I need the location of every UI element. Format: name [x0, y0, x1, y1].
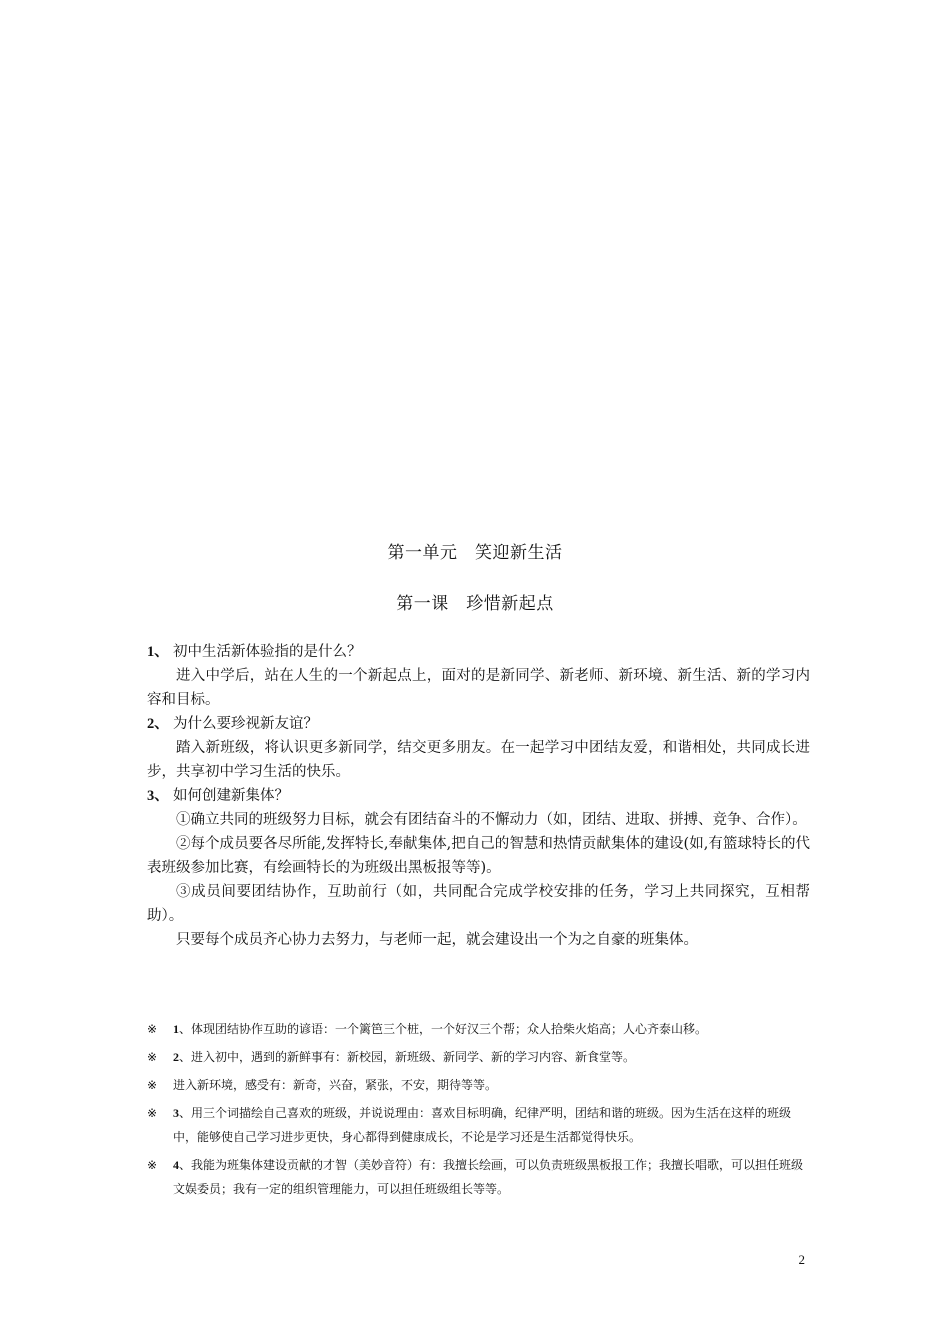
note-item	[147, 1073, 810, 1097]
answer-paragraph: ③成员间要团结协作，互助前行（如，共同配合完成学校安排的任务，学习上共同探究，互相帮助）。	[147, 884, 810, 924]
answer-paragraph: ②每个成员要各尽所能,发挥特长,奉献集体,把自己的智慧和热情贡献集体的建设(如,有篮球特长的代表班级参加比赛，有绘画特长的为班级出黑板报等等)。	[147, 836, 810, 876]
notes-list	[147, 1017, 810, 1205]
section-2	[147, 712, 810, 784]
reference-mark-icon: ※	[147, 1158, 158, 1172]
answer-paragraph: 踏入新班级，将认识更多新同学，结交更多朋友。在一起学习中团结友爱，和谐相处，共同成长进步，共享初中学习生活的快乐。	[147, 740, 810, 780]
question-text: 初中生活新体验指的是什么？	[173, 644, 362, 660]
question-1	[147, 640, 810, 664]
reference-mark-icon: ※	[147, 1078, 158, 1092]
question-3	[147, 784, 810, 808]
note-number: 3	[173, 1106, 179, 1120]
note-text: 、进入初中，遇到的新鲜事有：新校园，新班级、新同学、新的学习内容、新食堂等。	[179, 1050, 636, 1064]
question-number: 1、	[147, 644, 169, 660]
question-number: 2、	[147, 716, 169, 732]
unit-title: 第一单元 笑迎新生活	[387, 543, 563, 563]
note-item	[147, 1017, 810, 1041]
answer-paragraph: ①确立共同的班级努力目标，就会有团结奋斗的不懈动力（如，团结、进取、拼搏、竞争、合作）。	[176, 812, 807, 828]
note-text: 、体现团结协作互助的谚语：一个篱笆三个桩，一个好汉三个帮；众人拾柴火焰高；人心齐泰山移。	[179, 1022, 708, 1036]
question-2	[147, 712, 810, 736]
lesson-title: 第一课 珍惜新起点	[396, 594, 554, 614]
question-text: 如何创建新集体？	[173, 788, 289, 804]
question-text: 为什么要珍视新友谊？	[173, 716, 318, 732]
reference-mark-icon: ※	[147, 1050, 158, 1064]
note-number: 1	[173, 1022, 179, 1036]
answer-paragraph: 进入中学后，站在人生的一个新起点上，面对的是新同学、新老师、新环境、新生活、新的学习内容和目标。	[147, 668, 810, 708]
lesson-body	[147, 640, 810, 952]
note-text: 、我能为班集体建设贡献的才智（美妙音符）有：我擅长绘画，可以负责班级黑板报工作；我擅长唱歌，可以担任班级文娱委员；我有一定的组织管理能力，可以担任班级组长等等。	[173, 1158, 804, 1196]
reference-mark-icon: ※	[147, 1106, 158, 1120]
note-number: 2	[173, 1050, 179, 1064]
question-number: 3、	[147, 788, 169, 804]
note-item	[147, 1101, 810, 1149]
note-text: 、用三个词描绘自己喜欢的班级，并说说理由：喜欢目标明确，纪律严明，团结和谐的班级。因为生活在这样的班级中，能够使自己学习进步更快，身心都得到健康成长，不论是学习还是生活都觉得快乐。	[173, 1106, 792, 1144]
section-3	[147, 784, 810, 952]
page-number: 2	[798, 1252, 805, 1267]
note-number: 4	[173, 1158, 179, 1172]
note-item	[147, 1153, 810, 1201]
reference-mark-icon: ※	[147, 1022, 158, 1036]
note-text: 进入新环境，感受有：新奇，兴奋，紧张，不安，期待等等。	[173, 1078, 498, 1092]
section-1	[147, 640, 810, 712]
answer-paragraph: 只要每个成员齐心协力去努力，与老师一起，就会建设出一个为之自豪的班集体。	[176, 932, 698, 948]
note-item	[147, 1045, 810, 1069]
